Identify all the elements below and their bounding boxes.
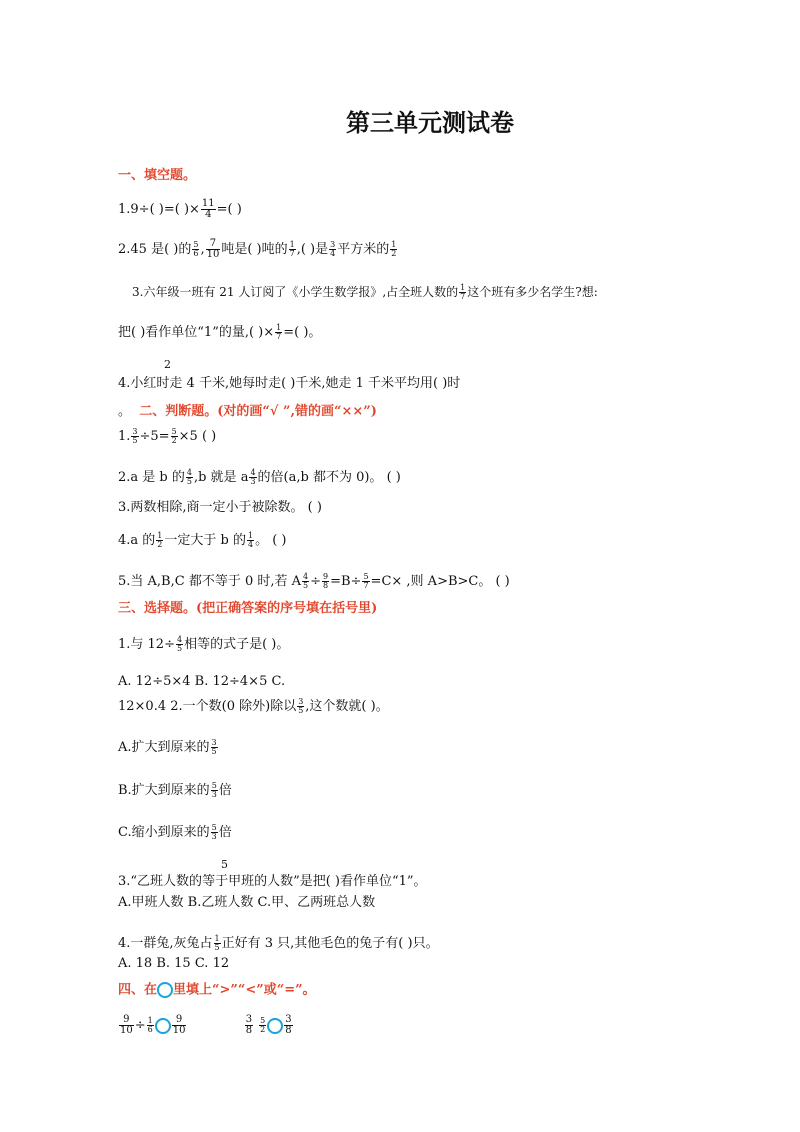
fill-q3-line2-a: 把( )看作单位“1”的量,( )× — [118, 325, 275, 340]
fraction: $\frac{3}{5}$ — [211, 738, 217, 756]
judge-q4-b: 一定大于 b 的 — [164, 533, 246, 548]
fraction: $\frac{3}{4}$ — [330, 240, 336, 258]
choice-q4-a: 4.一群兔,灰兔占 — [118, 936, 213, 951]
fill-q2-text-b: 吨是( )吨的 — [221, 242, 288, 257]
choice-q4-b: 正好有 3 只,其他毛色的兔子有( )只。 — [221, 936, 439, 951]
fraction: $\frac{4}{5}$ — [303, 572, 309, 590]
choice-q1-a: 1.与 12÷ — [118, 637, 175, 652]
choice-q1-b: 相等的式子是( )。 — [184, 637, 290, 652]
fill-q3-line2-b: =( )。 — [283, 325, 322, 340]
choice-q2-c-text: C.缩小到原来的 — [118, 825, 210, 840]
choice-q2-option-b — [118, 782, 232, 799]
fill-q3-text: 3.六年级一班有 21 人订阅了《小学生数学报》,占全班人数的 — [132, 285, 459, 299]
section-compare-a: 四、在 — [118, 982, 158, 998]
compare-circle-2[interactable] — [267, 1018, 283, 1034]
choice-q2-b-suffix: 倍 — [218, 783, 232, 798]
section-compare-b: 里填上“>”“<”或“=”。 — [173, 982, 316, 998]
judge-q4-c: 。 ( ) — [255, 533, 287, 548]
fraction: $\frac{9}{8}$ — [323, 572, 329, 590]
section-choice: 三、选择题。(把正确答案的序号填在括号里) — [118, 601, 378, 616]
choice-q4 — [118, 935, 439, 952]
choice-q3-superscript: 5 — [221, 858, 228, 871]
fraction: $\frac{4}{3}$ — [250, 468, 256, 486]
fraction: $\frac{1}{4}$ — [247, 531, 254, 549]
fraction: $\frac{5}{2}$ — [171, 427, 177, 445]
fill-q2: 2.45 是( )的 $\frac{5}{6}$ , $\frac{7}{10}$ 吨是( )吨的 $\frac{1}{7}$ ,( )是 $\frac{3}{4}$ 平方米的 $\frac{1}{2}$ — [118, 238, 397, 260]
choice-q2-c-suffix: 倍 — [218, 825, 232, 840]
fraction: $\frac{1}{7}$ — [289, 240, 295, 258]
judge-q5-b: ÷ — [310, 574, 322, 589]
judge-q5-c: =B÷ — [330, 574, 362, 589]
judge-q1 — [118, 428, 216, 445]
fraction: $\frac{11}{4}$ — [201, 198, 215, 220]
fraction: $\frac{3}{5}$ — [132, 427, 138, 445]
choice-q2-b: ,这个数就( )。 — [305, 699, 389, 714]
section-compare — [118, 982, 316, 999]
judge-q2-c: 的倍(a,b 都不为 0)。 ( ) — [257, 470, 401, 485]
fraction: $\frac{9}{10}$ — [120, 1014, 133, 1036]
choice-q1-options: A. 12÷5×4 B. 12÷4×5 C. — [118, 674, 286, 689]
judge-q1-a: 1. — [118, 429, 131, 444]
judge-q2-b: ,b 就是 a — [193, 470, 249, 485]
choice-q2-a-text: A.扩大到原来的 — [118, 740, 210, 755]
fraction: $\frac{5}{7}$ — [363, 572, 369, 590]
choice-q2-option-a — [118, 739, 219, 756]
section-fill-in: 一、填空题。 — [118, 168, 197, 183]
judge-q5-a: 5.当 A,B,C 都不等于 0 时,若 A — [118, 574, 302, 589]
judge-q1-b: ÷5= — [139, 429, 170, 444]
section-judge: 二、判断题。(对的画“√ ”,错的画“××”) — [139, 404, 377, 419]
choice-q3-a: 3.“乙班人数的 — [118, 874, 203, 889]
judge-q2 — [118, 469, 401, 486]
fraction: $\frac{1}{2}$ — [157, 531, 163, 549]
fill-q4-superscript: 2 — [164, 358, 171, 371]
section-judge-prefix: 。 — [118, 404, 132, 419]
fraction: $\frac{1}{6}$ — [147, 1016, 153, 1034]
judge-q2-a: 2.a 是 b 的 — [118, 470, 185, 485]
choice-q2-a: 12×0.4 2.一个数(0 除外)除以 — [118, 699, 297, 714]
compare-row: $\frac{9}{10}$ ÷ $\frac{1}{6}$ $\frac{9}{10}$ $\frac{3}{8}$ $\frac{5}{2}$ $\frac{3}{8}$ — [120, 1014, 292, 1036]
fraction: $\frac{3}{8}$ — [285, 1014, 292, 1036]
page-title: 第三单元测试卷 — [346, 108, 514, 137]
fraction: $\frac{5}{3}$ — [211, 781, 217, 799]
fraction: $\frac{4}{5}$ — [176, 635, 183, 653]
fraction: $\frac{7}{10}$ — [206, 238, 220, 260]
fill-q4: 4.小红时走 4 千米,她每时走( )千米,她走 1 千米平均用( )时 — [118, 376, 461, 391]
judge-q3: 3.两数相除,商一定小于被除数。 ( ) — [118, 500, 322, 515]
section-judge-line — [118, 404, 377, 420]
fraction: $\frac{5}{2}$ — [260, 1016, 266, 1034]
choice-q4-options: A. 18 B. 15 C. 12 — [118, 956, 230, 971]
fraction: $\frac{1}{5}$ — [214, 934, 220, 952]
choice-q1 — [118, 636, 289, 653]
judge-q4 — [118, 532, 287, 549]
choice-q2-b-text: B.扩大到原来的 — [118, 783, 210, 798]
choice-q3-options: A.甲班人数 B.乙班人数 C.甲、乙两班总人数 — [118, 895, 376, 910]
fill-q2-text-c: ,( )是 — [296, 242, 329, 257]
fraction: $\frac{1}{2}$ — [391, 240, 397, 258]
judge-q5-d: =C× ,则 A>B>C。 ( ) — [370, 574, 510, 589]
fraction: $\frac{9}{10}$ — [172, 1014, 186, 1036]
compare-circle-1[interactable] — [155, 1018, 171, 1034]
judge-q4-a: 4.a 的 — [118, 533, 156, 548]
fill-q1 — [118, 199, 242, 220]
fraction: $\frac{1}{7}$ — [460, 283, 466, 301]
judge-q5 — [118, 573, 510, 590]
choice-q2 — [118, 698, 389, 715]
fraction: $\frac{1}{7}$ — [276, 323, 282, 341]
choice-q3 — [118, 874, 427, 890]
fill-q2-text-d: 平方米的 — [337, 242, 390, 257]
fill-q1-text-a: 1.9÷( )=( )× — [118, 202, 200, 217]
judge-q1-c: ×5 ( ) — [178, 429, 217, 444]
choice-q2-option-c — [118, 824, 232, 841]
circle-icon — [157, 982, 173, 998]
fraction: $\frac{4}{5}$ — [186, 468, 192, 486]
fill-q3-line2 — [118, 324, 321, 341]
fill-q3-text-b: 这个班有多少名学生?想: — [467, 285, 598, 299]
fill-q2-text-a: 2.45 是( )的 — [118, 242, 192, 257]
choice-q3-b: 等于甲班的人数”是把( )看作单位“1”。 — [202, 874, 427, 889]
fraction: $\frac{3}{8}$ — [245, 1014, 253, 1036]
fill-q3 — [132, 284, 598, 301]
fraction: $\frac{5}{6}$ — [193, 240, 199, 258]
fraction: $\frac{5}{3}$ — [211, 823, 217, 841]
fraction: $\frac{3}{5}$ — [298, 697, 304, 715]
fill-q1-text-b: =( ) — [216, 202, 242, 217]
